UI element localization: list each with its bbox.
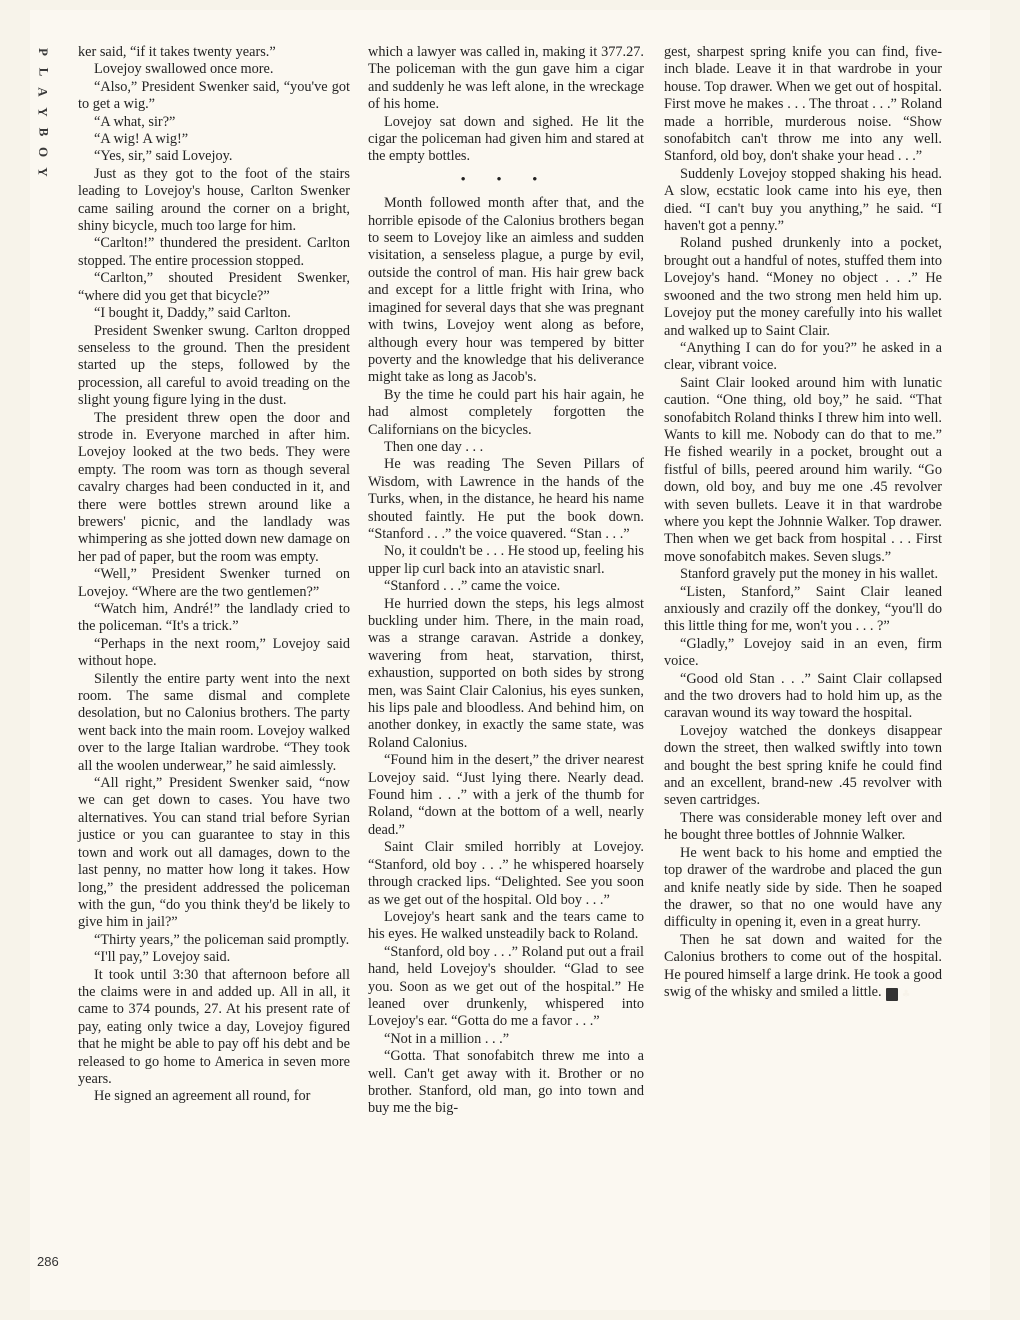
paragraph: “Gladly,” Lovejoy said in an even, firm voice.	[664, 635, 942, 670]
paragraph: “Carlton!” thundered the president. Carlton stopped. The entire procession stopped.	[78, 235, 350, 269]
end-mark-icon: ♣	[886, 988, 898, 1001]
paragraph: Then he sat down and waited for the Calonius brothers to come out of the hospital. He poured himself a large drink. He took a good swig of the whisky and smiled a little. ♣	[664, 931, 942, 1000]
paragraph: Saint Clair smiled horribly at Lovejoy. “Stanford, old boy . . .” he whispered hoarsely through cracked lips. “Delighted. See you soon as we get out of the hospital. Old boy . . .”	[368, 839, 644, 908]
paragraph: “Anything I can do for you?” he asked in a clear, vibrant voice.	[664, 339, 942, 374]
paragraph: “Found him in the desert,” the driver nearest Lovejoy said. “Just lying there. Nearly dead. Found him . . .” with a jerk of the thumb for Roland, “down at the bottom of a well, nearly dead.”	[368, 752, 644, 838]
paragraph: “Good old Stan . . .” Saint Clair collapsed and the two drovers had to hold him up, as the caravan wound its way toward the hospital.	[664, 670, 942, 722]
text-column-3	[664, 44, 942, 1001]
paragraph: Just as they got to the foot of the stairs leading to Lovejoy's house, Carlton Swenker came sailing around the corner on a bright, shiny bicycle, much too large for him.	[78, 165, 350, 235]
paragraph: “Stanford . . .” came the voice.	[384, 578, 561, 595]
paragraph: “A what, sir?”	[94, 113, 176, 130]
paragraph: “Also,” President Swenker said, “you've got to get a wig.”	[78, 78, 350, 113]
paragraph: ker said, “if it takes twenty years.”	[78, 44, 276, 60]
text-column-1	[78, 44, 350, 1106]
magazine-title-vertical	[36, 44, 50, 184]
paragraph: “Stanford, old boy . . .” Roland put out a frail hand, held Lovejoy's shoulder. “Glad to see you. Soon as we get out of the hospital.” He leaned over drunkenly, whispered into Lovejoy's ear. “Gotta do me a favor . . .”	[368, 943, 644, 1030]
paragraph: “Listen, Stanford,” Saint Clair leaned anxiously and crazily off the donkey, “you'll do this little thing for me, won't you . . . ?”	[664, 583, 942, 635]
text-column-2	[368, 44, 644, 1118]
paragraph: “Not in a million . . .”	[384, 1030, 510, 1047]
paragraph: He was reading The Seven Pillars of Wisdom, with Lawrence in the hands of the Turks, when, in the distance, he heard his name shouted faintly. He put the book down. “Stanford . . .” the voice quavered. “Stan . . .”	[368, 456, 644, 542]
title-letter: O	[36, 146, 51, 158]
title-letter: P	[35, 48, 51, 56]
paragraph: Stanford gravely put the money in his wallet.	[680, 566, 939, 583]
paragraph: which a lawyer was called in, making it 377.27. The policeman with the gun gave him a cigar and suddenly he was left alone, in the wreckage of his home.	[368, 44, 644, 113]
paragraph: “All right,” President Swenker said, “now we can get down to cases. You have two alternatives. You can stand trial before Syrian justice or you can guarantee to stay in this town and work out all damages, down to the last penny, no matter how long it takes. How long,” the president addressed the policeman with the gun, “do you think they'd be likely to give him in jail?”	[78, 775, 350, 931]
paragraph: “Well,” President Swenker turned on Lovejoy. “Where are the two gentlemen?”	[78, 566, 350, 600]
paragraph: “Gotta. That sonofabitch threw me into a well. Can't get away with it. Brother or no brother. Stanford, old man, go into town and buy me the big-	[368, 1048, 644, 1117]
paragraph: “A wig! A wig!”	[94, 131, 189, 148]
paragraph: Lovejoy sat down and sighed. He lit the cigar the policeman had given him and stared at the empty bottles.	[368, 113, 644, 165]
paragraph: By the time he could part his hair again, he had almost completely forgotten the Californians on the bicycles.	[368, 386, 644, 438]
paragraph: No, it couldn't be . . . He stood up, feeling his upper lip curl back into an atavistic snarl.	[368, 543, 644, 577]
paragraph: “Perhaps in the next room,” Lovejoy said without hope.	[78, 635, 350, 670]
paragraph: There was considerable money left over and he bought three bottles of Johnnie Walker.	[664, 809, 942, 844]
paragraph: Then one day . . .	[384, 438, 484, 455]
title-letter: L	[35, 67, 51, 77]
paragraph: Lovejoy swallowed once more.	[94, 61, 274, 78]
paragraph: It took until 3:30 that afternoon before all the claims were in and added up. All in all, it came to 374 pounds, 27. At his present rate of pay, eating only twice a day, Lovejoy figured that he might be able to pay off his debt and be released to go home to America in seven more years.	[78, 966, 350, 1087]
paragraph: “Carlton,” shouted President Swenker, “where did you get that bicycle?”	[78, 270, 350, 304]
paragraph: President Swenker swung. Carlton dropped senseless to the ground. Then the president started up the steps, followed by the procession, all careful to avoid treading on the slight young figure lying in the dust.	[78, 322, 350, 409]
title-letter: Y	[35, 107, 51, 117]
paragraph: Lovejoy watched the donkeys disappear down the street, then walked swiftly into town and bought the best spring knife he could find and an excellent, brand-new .45 revolver with seven cartridges.	[664, 722, 942, 809]
paragraph: The president threw open the door and strode in. Everyone marched in after him. Lovejoy looked at the two beds. They were empty. The room was torn as though several cavalry charges had been conducted in it, and there were bottles strewn around like a brewers' picnic, and the landlady was whimpering as she jotted down new damage on her pad of paper, but the room was empty.	[78, 409, 350, 565]
paragraph: “Watch him, André!” the landlady cried to the policeman. “It's a trick.”	[78, 601, 350, 635]
paragraph: gest, sharpest spring knife you can find, five-inch blade. Leave it in that wardrobe in your house. Top drawer. When we get out of hospital. First move he makes . . . The throat . . .” Roland made a horrible, murderous noise. “Show sonofabitch can't throw me into any well. Stanford, old boy, don't shake your head . . .”	[664, 44, 942, 165]
page-number: 286	[37, 1254, 59, 1269]
paragraph: “I bought it, Daddy,” said Carlton.	[94, 305, 291, 322]
paragraph: “I'll pay,” Lovejoy said.	[94, 949, 231, 966]
paragraph: Lovejoy's heart sank and the tears came to his eyes. He walked unsteadily back to Roland.	[368, 908, 644, 943]
paragraph: He went back to his home and emptied the top drawer of the wardrobe and placed the gun and knife neatly side by side. Then he soaped the drawer, so that no one would have any difficulty in opening it, even in a great hurry.	[664, 844, 942, 931]
paragraph: “Thirty years,” the policeman said promptly.	[94, 931, 350, 948]
title-letter: Y	[35, 167, 51, 177]
title-letter: B	[35, 127, 51, 137]
paragraph: Silently the entire party went into the next room. The same dismal and complete desolation, but no Calonius brothers. The party went back into the main room. Lovejoy walked over to the large Italian wardrobe. “They took all the woolen underwear,” he said aimlessly.	[78, 670, 350, 774]
title-letter: A	[35, 87, 51, 97]
paragraph: He signed an agreement all round, for	[94, 1088, 311, 1105]
paragraph: Suddenly Lovejoy stopped shaking his head. A slow, ecstatic look came into his eye, then died. “I can't buy you anything,” he said. “I haven't got a penny.”	[664, 165, 942, 235]
paragraph: “Yes, sir,” said Lovejoy.	[94, 148, 233, 165]
paragraph: Saint Clair looked around him with lunatic caution. “One thing, old boy,” he said. “That sonofabitch Roland thinks I threw him into well. Wants to kill me. Nobody can do that to me.” He fished wearily in a pocket, brought out a fistful of bills, peered around him warily. “Go down, old boy, and buy me one .45 revolver with seven bullets. Leave it in that wardrobe where you kept the Johnnie Walker. Top drawer. Then when we get back from hospital . . . First move sonofabitch makes. Seven slugs.”	[664, 374, 942, 565]
paragraph: Roland pushed drunkenly into a pocket, brought out a handful of notes, stuffed them into Lovejoy's hand. “Money no object . . .” He swooned and the two strong men held him up. Lovejoy put the money carefully into his wallet and walked up to Saint Clair.	[664, 235, 942, 339]
paragraph: He hurried down the steps, his legs almost buckling under him. There, in the main road, was a strange caravan. Astride a donkey, wavering from heat, starvation, thirst, exhaustion, supported on both sides by strong men, was Saint Clair Calonius, his eyes sunken, his lips pale and bloodless. And behind him, on another donkey, in exactly the same state, was Roland Calonius.	[368, 595, 644, 751]
section-break: • • •	[460, 170, 552, 186]
paragraph: Month followed month after that, and the horrible episode of the Calonius brothers began to seem to Lovejoy like an aimless and sudden visitation, a senseless plague, a purge by evil, outside the control of man. His hair grew back and except for a little fright with Irina, who imagined for several days that she was pregnant with twins, Lovejoy went along as before, although every hour was tempered by bitter poverty and the knowledge that his deliverance might take as long as Jacob's.	[368, 195, 644, 386]
